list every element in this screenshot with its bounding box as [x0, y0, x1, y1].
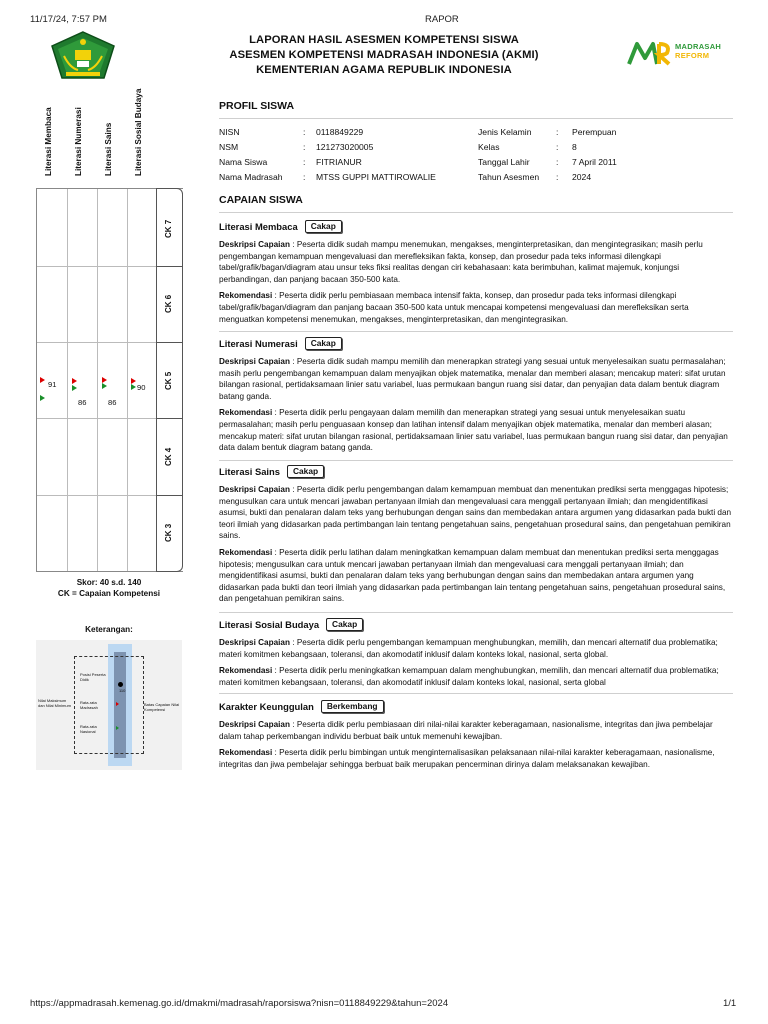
capaian-title: CAPAIAN SISWA: [219, 194, 303, 206]
level-badge: Cakap: [305, 220, 342, 233]
ck-label-4: CK 4: [164, 447, 173, 466]
rekomendasi: Rekomendasi : Peserta didik perlu pengayaan dalam memilih dan menerapkan strategi yang sesuai untuk menyelesaikan suatu permasalahan; masih perlu penguasaan konsep dan latihan intensif dalam menyajikan objek matematika, menalar dan memberi alasan; mencakup materi: sifat urutan bilangan rasional, pertidaksamaan linier satu variabel, luas permukaan bangun ruang sisi datar, dan penyajian data dalam bentuk diagram batang ganda.: [219, 408, 728, 453]
section-literasi-sains: [219, 465, 733, 605]
score-membaca: 91: [48, 380, 57, 389]
score-numerasi: 86: [78, 398, 87, 407]
rekomendasi: Rekomendasi : Peserta didik perlu meningkatkan kemampuan dalam menghubungkan, memilih, dan mencari alternatif dua problematika; materi komitmen kebangsaan, toleransi, dan akomodatif inklusif dalam konteks lokal, nasional, serta global: [219, 666, 719, 687]
level-badge: Cakap: [287, 465, 324, 478]
marker-madrasah-membaca: [40, 377, 45, 383]
section-title: Karakter Keunggulan Berkembang: [219, 700, 733, 713]
section-karakter-keunggulan: [219, 700, 733, 770]
skor-range: Skor: 40 s.d. 140: [76, 578, 142, 587]
col-label-sosbud: Literasi Sosial Budaya: [134, 88, 143, 176]
section-literasi-membaca: [219, 220, 733, 325]
profil-row: Tanggal Lahir : 7 April 2011: [478, 157, 617, 167]
print-timestamp: 11/17/24, 7:57 PM: [30, 14, 107, 25]
profil-row: Kelas : 8: [478, 142, 577, 152]
legend-box: [36, 640, 182, 770]
level-badge: Cakap: [326, 618, 363, 631]
deskripsi-capaian: Deskripsi Capaian : Peserta didik sudah mampu menemukan, mengakses, menginterpretasikan, dan mengintegrasikan; masih perlu pengembangan kemampuan mengevaluasi dan merefleksikan fakta, konsep, dan prosedur pada teks informasi dilengkapi tabel/grafik/bagan/diagram atau unsur teks fiksi realitas dengan ciri kebahasaan: kata berimbuhan, kalimat majemuk, konjungsi perbandingan, dan panjang bacaan 350-500 kata.: [219, 240, 703, 284]
level-badge: Cakap: [305, 337, 342, 350]
profil-title: PROFIL SISWA: [219, 100, 295, 112]
legend-batas: Batas Capaian Nilai Kompetensi: [144, 702, 180, 712]
deskripsi-capaian: Deskripsi Capaian : Peserta didik perlu pengembangan dalam kemampuan membuat dan menentukan prediksi serta menggagas hipotesis; mengusulkan cara untuk mencari jawaban pertanyaan ilmiah dan mengevaluasi cara menggali pertanyaan ilmiah; dan mengidentifikasi asumsi, bukti dan penalaran dalam teks yang berhubungan dengan sains dan membedakan antara argumen yang didasarkan pada bukti dan teori ilmiah yang didasarkan pada pertimbangan lain tentang pengetahuan sains, pengetahuan prosedural sains, dan pengetahuan pemikiran sains.: [219, 485, 732, 541]
deskripsi-capaian: Deskripsi Capaian : Peserta didik sudah mampu memilih dan menerapkan strategi yang sesuai untuk menyelesaikan suatu permasalahan; masih perlu pengembangan kemampuan dalam menyajikan objek matematika, menalar dan memberi alasan; mencakup materi: sifat urutan bilangan rasional, pertidaksamaan linier satu variabel, luas permukaan bangun ruang sisi datar, dan penyajian data dalam bentuk diagram batang ganda.: [219, 357, 726, 401]
logo-text-reform: REFORM: [675, 51, 710, 60]
legend-rata-nasional: Rata-rata Nasional: [80, 724, 97, 734]
logo-text-madrasah: MADRASAH: [675, 42, 722, 51]
level-badge: Berkembang: [321, 700, 384, 713]
legend-title: Keterangan:: [85, 625, 133, 634]
col-label-sains: Literasi Sains: [104, 122, 113, 176]
madrasah-reform-logo: [627, 40, 727, 70]
ck-label-6: CK 6: [164, 294, 173, 313]
marker-nasional-sains: [102, 383, 107, 389]
section-title: Literasi Numerasi Cakap: [219, 337, 733, 350]
rekomendasi: Rekomendasi : Peserta didik perlu pembiasaan membaca intensif fakta, konsep, dan prosedur pada teks informasi dilengkapi tabel/grafik/bagan/diagram dan panjang bacaan 350-500 kata untuk mencapai kompetensi mengevaluasi dan merefleksikan serta menguatkan kompetensi menemukan, mengakses, menginterpretasikan, dan mengintegrasikan.: [219, 291, 689, 324]
profil-left-table: [219, 125, 436, 185]
legend-max-min: Nilai Maksimum dan Nilai Minimum: [38, 698, 71, 708]
profil-row: Nama Siswa : FITRIANUR: [219, 157, 362, 167]
ck-label-7: CK 7: [164, 219, 173, 238]
rekomendasi: Rekomendasi : Peserta didik perlu bimbingan untuk menginternalisasikan pelaksanaan nilai-nilai karakter keberagamaan, nasionalisme, integritas dan jiwa pembelajar sehingga berbuat baik merupakan pencerminan dirinya dalam melaksanakan kewajiban.: [219, 748, 715, 769]
profil-row: Nama Madrasah : MTSS GUPPI MATTIROWALIE: [219, 172, 436, 182]
legend-rata-madrasah: Rata-rata Madrasah: [80, 700, 98, 710]
title-line-2: ASESMEN KOMPETENSI MADRASAH INDONESIA (AKMI): [229, 49, 539, 61]
chart-caption: [36, 577, 182, 599]
col-label-numerasi: Literasi Numerasi: [74, 107, 83, 176]
section-literasi-numerasi: [219, 337, 733, 454]
profil-row: NSM : 121273020005: [219, 142, 374, 152]
deskripsi-capaian: Deskripsi Capaian : Peserta didik perlu pengembangan kemampuan menghubungkan, memilih, dan mencari alternatif dua problematika; materi komitmen kebangsaan, toleransi, dan akomodatif inklusif dalam konteks lokal, nasional, serta global.: [219, 638, 718, 659]
legend-posisi: Posisi Peserta Didik: [80, 672, 106, 682]
ck-definition: CK = Capaian Kompetensi: [57, 589, 161, 598]
ck-label-3: CK 3: [164, 523, 173, 542]
title-line-1: LAPORAN HASIL ASESMEN KOMPETENSI SISWA: [249, 34, 519, 46]
legend-val: 110: [119, 688, 126, 693]
print-page-title: RAPOR: [425, 14, 459, 25]
legend-red-flag: [116, 702, 119, 706]
section-title: Literasi Sosial Budaya Cakap: [219, 618, 733, 631]
col-label-membaca: Literasi Membaca: [44, 107, 53, 176]
legend-green-flag: [116, 726, 119, 730]
profil-row: Tahun Asesmen : 2024: [478, 172, 592, 182]
marker-nasional-sosbud: [131, 384, 136, 390]
score-sains: 86: [108, 398, 117, 407]
marker-madrasah-numerasi: [72, 378, 77, 384]
rekomendasi: Rekomendasi : Peserta didik perlu latihan dalam meningkatkan kemampuan dalam membuat dan menentukan prediksi serta menggagas hipotesis; mengusulkan cara untuk mencari jawaban pertanyaan ilmiah dan mengevaluasi cara menggali pertanyaan ilmiah; dan mengidentifikasi asumsi, bukti dan penalaran dalam teks yang berhubungan dengan sains dan membedakan antara argumen yang didasarkan pada bukti dan teori ilmiah yang didasarkan pada pertimbangan lain tentang pengetahuan sains, pengetahuan prosedural sains, dan pengetahuan pemikiran sains.: [219, 547, 726, 604]
section-literasi-sosial-budaya: [219, 618, 733, 688]
print-page-number: 1/1: [723, 998, 737, 1009]
section-title: Literasi Sains Cakap: [219, 465, 733, 478]
deskripsi-capaian: Deskripsi Capaian : Peserta didik perlu pembiasaan diri nilai-nilai karakter keberagamaan, nasionalisme, integritas dan jiwa pembelajar dalam tahap perkembangan individu berbuat baik untuk memenuhi kewajiban.: [219, 720, 713, 741]
profil-row: Jenis Kelamin : Perempuan: [478, 127, 617, 137]
report-title-block: [180, 33, 588, 78]
ck-label-5: CK 5: [164, 371, 173, 390]
section-title: Literasi Membaca Cakap: [219, 220, 733, 233]
print-url: https://appmadrasah.kemenag.go.id/dmakmi/madrasah/raporsiswa?nisn=0118849229&tahun=2024: [30, 998, 449, 1009]
kemenag-logo: [48, 30, 118, 82]
marker-nasional-membaca: [40, 395, 45, 401]
score-sosbud: 90: [137, 383, 146, 392]
profil-right-table: [478, 125, 617, 185]
profil-row: NISN : 0118849229: [219, 127, 364, 137]
marker-nasional-numerasi: [72, 385, 77, 391]
title-line-3: KEMENTERIAN AGAMA REPUBLIK INDONESIA: [256, 64, 512, 76]
